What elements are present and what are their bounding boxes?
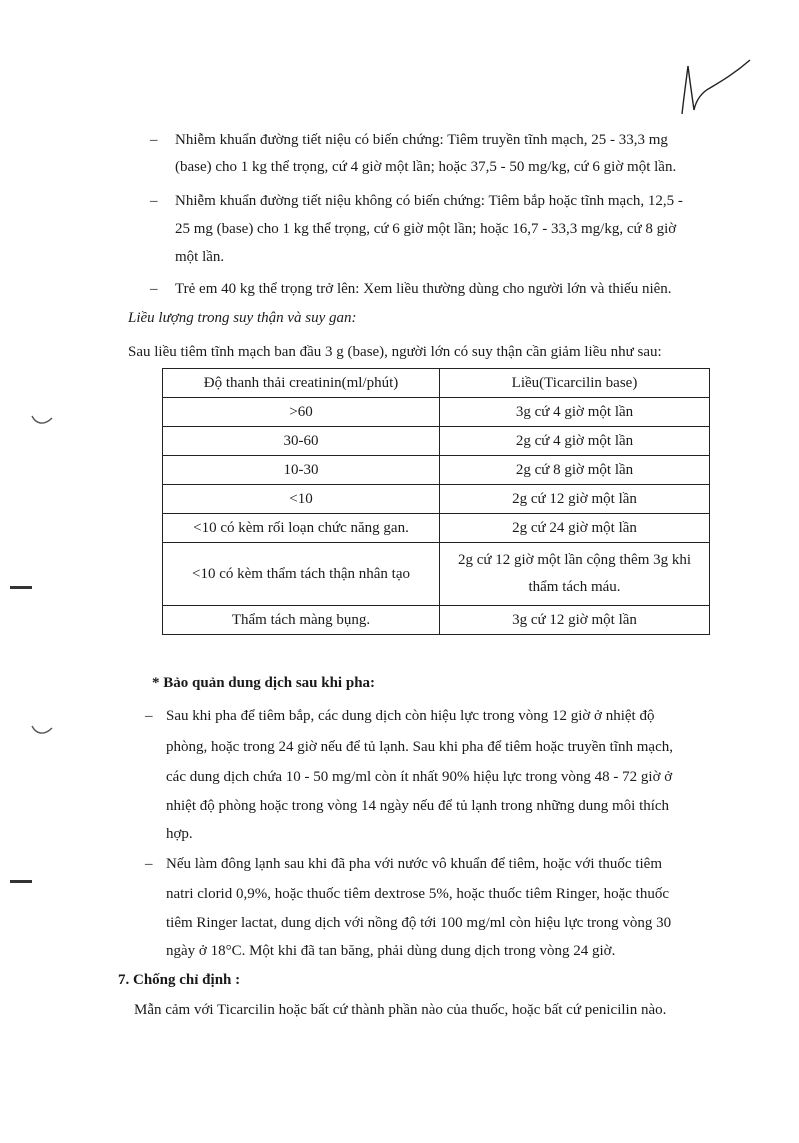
table-row bbox=[163, 398, 710, 427]
storage-heading: * Bảo quản dung dịch sau khi pha: bbox=[152, 675, 376, 691]
paragraph-line: Sau khi pha để tiêm bắp, các dung dịch còn hiệu lực trong vòng 12 giờ ở nhiệt độ bbox=[166, 708, 655, 724]
table-row bbox=[163, 606, 710, 635]
subheading-renal-hepatic: Liều lượng trong suy thận và suy gan: bbox=[128, 310, 357, 326]
table-cell: 2g cứ 12 giờ một lần bbox=[440, 485, 710, 514]
signature-mark bbox=[668, 52, 758, 122]
table-cell-line: thẩm tách máu. bbox=[528, 579, 621, 595]
table-header-row bbox=[163, 369, 710, 398]
table-cell-line: 2g cứ 12 giờ một lần cộng thêm 3g khi bbox=[457, 552, 692, 568]
scan-artifact bbox=[10, 880, 32, 883]
table-row bbox=[163, 427, 710, 456]
table-header-cell: Liều(Ticarcilin base) bbox=[440, 369, 710, 398]
table-cell: >60 bbox=[163, 398, 440, 427]
table-cell: 2g cứ 8 giờ một lần bbox=[440, 456, 710, 485]
table-row bbox=[163, 514, 710, 543]
table-cell bbox=[440, 543, 710, 606]
bullet-dash: – bbox=[150, 281, 158, 297]
table-row bbox=[163, 456, 710, 485]
bullet-dash: – bbox=[150, 193, 158, 209]
paragraph-line: (base) cho 1 kg thể trọng, cứ 4 giờ một lần; hoặc 37,5 - 50 mg/kg, cứ 6 giờ một lần. bbox=[175, 159, 677, 175]
section-heading: 7. Chống chỉ định : bbox=[118, 972, 241, 988]
table-cell: <10 bbox=[163, 485, 440, 514]
paragraph-line: 25 mg (base) cho 1 kg thể trọng, cứ 6 giờ một lần; hoặc 16,7 - 33,3 mg/kg, cứ 8 giờ bbox=[175, 221, 677, 237]
bullet-dash: – bbox=[145, 856, 153, 872]
table-row bbox=[163, 543, 710, 606]
bullet-dash: – bbox=[145, 708, 153, 724]
paragraph-line: một lần. bbox=[175, 249, 225, 265]
table-cell: Thẩm tách màng bụng. bbox=[163, 606, 440, 635]
paragraph-line: Trẻ em 40 kg thể trọng trở lên: Xem liều thường dùng cho người lớn và thiếu niên. bbox=[175, 281, 672, 297]
bullet-dash: – bbox=[150, 132, 158, 148]
paragraph-line: nhiệt độ phòng hoặc trong vòng 14 ngày nếu để tủ lạnh trong những dung môi thích bbox=[166, 798, 670, 814]
table-intro: Sau liều tiêm tĩnh mạch ban đầu 3 g (base), người lớn có suy thận cần giảm liều như sau: bbox=[128, 344, 662, 360]
table-cell: <10 có kèm thẩm tách thận nhân tạo bbox=[163, 543, 440, 606]
paragraph-line: Nhiễm khuẩn đường tiết niệu có biến chứng: Tiêm truyền tĩnh mạch, 25 - 33,3 mg bbox=[175, 132, 668, 148]
table-cell: 30-60 bbox=[163, 427, 440, 456]
table-cell: 2g cứ 4 giờ một lần bbox=[440, 427, 710, 456]
paragraph-line: Mẫn cảm với Ticarcilin hoặc bất cứ thành phần nào của thuốc, hoặc bất cứ penicilin nào. bbox=[134, 1002, 667, 1018]
table-cell: 2g cứ 24 giờ một lần bbox=[440, 514, 710, 543]
scan-artifact bbox=[10, 586, 32, 589]
paragraph-line: hợp. bbox=[166, 826, 193, 842]
dose-table bbox=[162, 368, 710, 635]
scan-artifact bbox=[30, 412, 54, 428]
paragraph-line: tiêm Ringer lactat, dung dịch với nồng độ tới 100 mg/ml còn hiệu lực trong vòng 30 bbox=[166, 915, 672, 931]
table-header-cell: Độ thanh thải creatinin(ml/phút) bbox=[163, 369, 440, 398]
table-row bbox=[163, 485, 710, 514]
table-cell: 3g cứ 4 giờ một lần bbox=[440, 398, 710, 427]
paragraph-line: các dung dịch chứa 10 - 50 mg/ml còn ít nhất 90% hiệu lực trong vòng 48 - 72 giờ ở bbox=[166, 769, 673, 785]
paragraph-line: Nếu làm đông lạnh sau khi đã pha với nước vô khuẩn để tiêm, hoặc với thuốc tiêm bbox=[166, 856, 662, 872]
scan-artifact bbox=[30, 722, 54, 738]
table-cell: 10-30 bbox=[163, 456, 440, 485]
paragraph-line: Nhiễm khuẩn đường tiết niệu không có biến chứng: Tiêm bắp hoặc tĩnh mạch, 12,5 - bbox=[175, 193, 683, 209]
paragraph-line: ngày ở 18°C. Một khi đã tan băng, phải dùng dung dịch trong vòng 24 giờ. bbox=[166, 943, 616, 959]
table-cell: <10 có kèm rối loạn chức năng gan. bbox=[163, 514, 440, 543]
table-cell: 3g cứ 12 giờ một lần bbox=[440, 606, 710, 635]
paragraph-line: natri clorid 0,9%, hoặc thuốc tiêm dextrose 5%, hoặc thuốc tiêm Ringer, hoặc thuốc bbox=[166, 886, 669, 902]
paragraph-line: phòng, hoặc trong 24 giờ nếu để tủ lạnh. Sau khi pha để tiêm hoặc truyền tĩnh mạch, bbox=[166, 739, 673, 755]
